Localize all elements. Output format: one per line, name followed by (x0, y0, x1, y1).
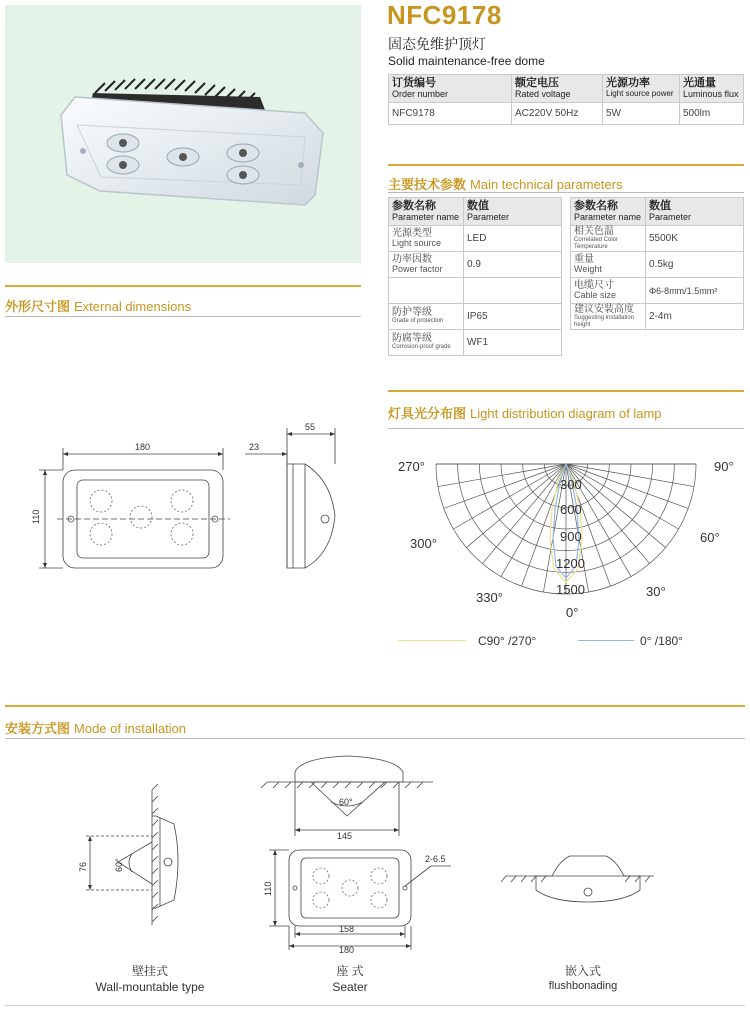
param-value: Φ6-8mm/1.5mm² (646, 278, 744, 304)
flush-caption-en: flushbonading (548, 980, 618, 992)
param-name: 电缆尺寸 Cable size (571, 278, 646, 304)
param-header: 参数名称 Parameter name (389, 198, 464, 226)
legend-label-c0: 0° /180° (640, 634, 683, 648)
order-cell: NFC9178 (389, 103, 512, 125)
section-rule (388, 390, 744, 392)
angle-label: 300° (410, 536, 437, 551)
angle-label: 60° (700, 530, 720, 545)
section-rule (388, 428, 744, 429)
legend-line-c0 (578, 640, 634, 641)
section-rule (5, 316, 361, 317)
param-value: 2-4m (646, 304, 744, 330)
param-value (464, 278, 562, 304)
param-name: 光源类型 Light source (389, 226, 464, 252)
seater-caption-en: Seater (332, 980, 368, 994)
param-name: 防护等级 Grade of protection (389, 304, 464, 330)
installation-section-title: 安装方式图 Mode of installation (5, 721, 187, 736)
dim-base: 23 (249, 442, 260, 452)
dimensions-section-title: 外形尺寸图 External dimensions (5, 299, 192, 314)
section-rule (5, 705, 745, 707)
param-name: 相关色温 Correlated Color Temperature (571, 226, 646, 252)
seater-w1: 145 (337, 831, 353, 841)
seater-w3: 180 (339, 945, 355, 955)
radial-label: 1500 (556, 582, 585, 597)
wall-caption-cn: 壁挂式 (131, 964, 168, 978)
dim-depth: 55 (305, 422, 316, 432)
order-header: 光通量 Luminous flux (680, 75, 744, 103)
distribution-section-title: 灯具光分布图 Light distribution diagram of lamp (388, 406, 662, 421)
product-name-cn: 固态免维护顶灯 (388, 36, 486, 52)
legend-label-c90: C90° /270° (478, 634, 537, 648)
order-header: 光源功率 Light source power (603, 75, 680, 103)
section-rule (5, 285, 361, 287)
param-name (389, 278, 464, 304)
angle-label: 30° (646, 584, 666, 599)
radial-label: 300 (560, 477, 582, 492)
param-value: 0.9 (464, 252, 562, 278)
wall-height: 76 (78, 861, 88, 872)
param-value: 5500K (646, 226, 744, 252)
param-header: 参数名称 Parameter name (571, 198, 646, 226)
flush-drawing (500, 840, 660, 910)
legend-line-c90 (398, 640, 466, 641)
seater-caption-cn: 座 式 (336, 964, 364, 978)
footer-rule (5, 1005, 745, 1006)
polar-diagram (388, 440, 744, 660)
param-name: 重量 Weight (571, 252, 646, 278)
param-value: WF1 (464, 330, 562, 356)
dimension-drawing (5, 420, 361, 580)
flush-caption-cn: 嵌入式 (564, 964, 601, 978)
dim-width: 180 (135, 442, 151, 452)
angle-label: 90° (714, 459, 734, 474)
seater-hole: 2-6.5 (425, 854, 446, 864)
seater-w2: 158 (339, 924, 355, 934)
product-name-en: Solid maintenance-free dome (388, 54, 545, 68)
radial-label: 1200 (556, 556, 585, 571)
param-name: 建议安装高度 Suggesting installation height (571, 304, 646, 330)
tech-section-title: 主要技术参数 Main technical parameters (388, 177, 623, 192)
wall-angle: 60° (114, 858, 124, 872)
product-photo (5, 5, 361, 263)
radial-label: 900 (560, 529, 582, 544)
value-header: 数值 Parameter (646, 198, 744, 226)
seater-h: 110 (263, 881, 273, 896)
order-table (388, 74, 744, 125)
order-header: 订货编号 Order number (389, 75, 512, 103)
param-name: 防腐等级 Corrosion-proof grade (389, 330, 464, 356)
angle-label: 330° (476, 590, 503, 605)
seater-angle: 60° (339, 797, 353, 807)
radial-label: 600 (560, 502, 582, 517)
angle-label: 0° (566, 605, 579, 620)
lamp-photo-icon (5, 5, 361, 263)
order-cell: 5W (603, 103, 680, 125)
tech-table-left (388, 197, 562, 356)
param-value: 0.5kg (646, 252, 744, 278)
value-header: 数值 Parameter (464, 198, 562, 226)
dim-height: 110 (31, 509, 41, 524)
param-value: IP65 (464, 304, 562, 330)
section-rule (388, 164, 744, 166)
param-name: 功率因数 Power factor (389, 252, 464, 278)
wall-caption-en: Wall-mountable type (95, 980, 205, 994)
section-rule (5, 738, 745, 739)
order-cell: AC220V 50Hz (512, 103, 603, 125)
order-cell: 500lm (680, 103, 744, 125)
product-model: NFC9178 (387, 0, 502, 30)
section-rule (388, 192, 744, 193)
seater-drawing (255, 750, 465, 960)
order-header: 额定电压 Rated voltage (512, 75, 603, 103)
angle-label: 270° (398, 459, 425, 474)
wall-mount-drawing (60, 780, 230, 930)
param-value: LED (464, 226, 562, 252)
tech-table-right (570, 197, 744, 330)
